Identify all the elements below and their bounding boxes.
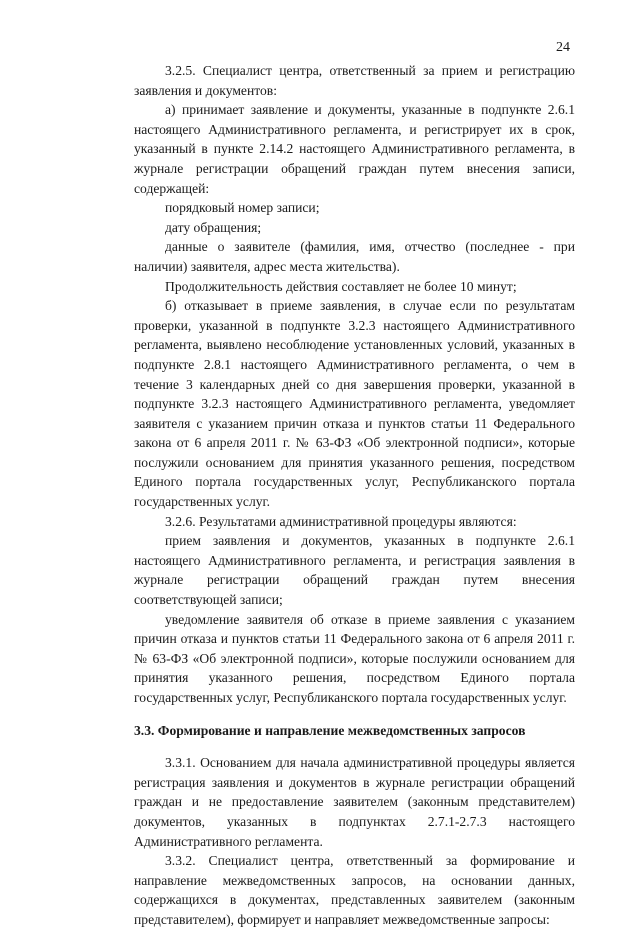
paragraph-3-2-6: 3.2.6. Результатами административной процедуры являются: (165, 513, 517, 529)
list-item-date: дату обращения; (165, 219, 262, 235)
section-heading-3-3: 3.3. Формирование и направление межведомственных запросов (134, 722, 526, 738)
paragraph-3-2-5: 3.2.5. Специалист центра, ответственный за прием и регистрацию заявления и документов: (134, 63, 575, 98)
paragraph-duration: Продолжительность действия составляет не более 10 минут; (165, 278, 517, 294)
paragraph-3-2-5-a: а) принимает заявление и документы, указанные в подпункте 2.6.1 настоящего Административного регламента, и регистрирует их в срок, указанный в пункте 2.14.2 настоящего Административного регламента, в журнале регистрации обращений граждан путем внесения записи, содержащей: (134, 102, 575, 196)
paragraph-3-2-5-b: б) отказывает в приеме заявления, в случае если по результатам проверки, указанной в подпункте 3.2.3 настоящего Административного регламента, выявлено несоблюдение установленных условий, указанных в подпункте 2.8.1 настоящего Административного регламента, о чем в течение 3 календарных дней со дня завершения проверки, указанной в подпункте 3.2.3 настоящего Административного регламента, уведомляет заявителя с указанием причин отказа и пунктов статьи 11 Федерального закона от 6 апреля 2011 г. № 63-ФЗ «Об электронной подписи», которые послужили основанием для принятия указанного решения, посредством Единого портала государственных услуг, Республиканского портала государственных услуг. (134, 298, 575, 510)
page-number: 24 (556, 40, 570, 55)
paragraph-3-3-2: 3.3.2. Специалист центра, ответственный за формирование и направление межведомственных запросов, на основании данных, содержащихся в документах, представленных заявителем (законным представителем), формирует и направляет межведомственные запросы: (134, 853, 575, 927)
document-body (134, 61, 575, 930)
paragraph-3-3-1: 3.3.1. Основанием для начала административной процедуры является регистрация заявления и документов в журнале регистрации обращений граждан и не предоставление заявителем (законным представителем) документов, указанных в подпунктах 2.7.1-2.7.3 настоящего Административного регламента. (134, 755, 575, 849)
paragraph-result-acceptance: прием заявления и документов, указанных в подпункте 2.6.1 настоящего Административного регламента, и регистрация заявления в журнале регистрации обращений граждан путем внесения соответствующей записи; (134, 533, 575, 608)
paragraph-result-refusal: уведомление заявителя об отказе в приеме заявления с указанием причин отказа и пунктов статьи 11 Федерального закона от 6 апреля 2011 г. № 63-ФЗ «Об электронной подписи», которые послужили основанием для принятия указанного решения, посредством Единого портала государственных услуг, Республиканского портала государственных услуг. (134, 611, 575, 705)
list-item-record-number: порядковый номер записи; (165, 200, 320, 216)
list-item-applicant-data: данные о заявителе (фамилия, имя, отчество (последнее - при наличии) заявителя, адрес места жительства). (134, 239, 575, 274)
